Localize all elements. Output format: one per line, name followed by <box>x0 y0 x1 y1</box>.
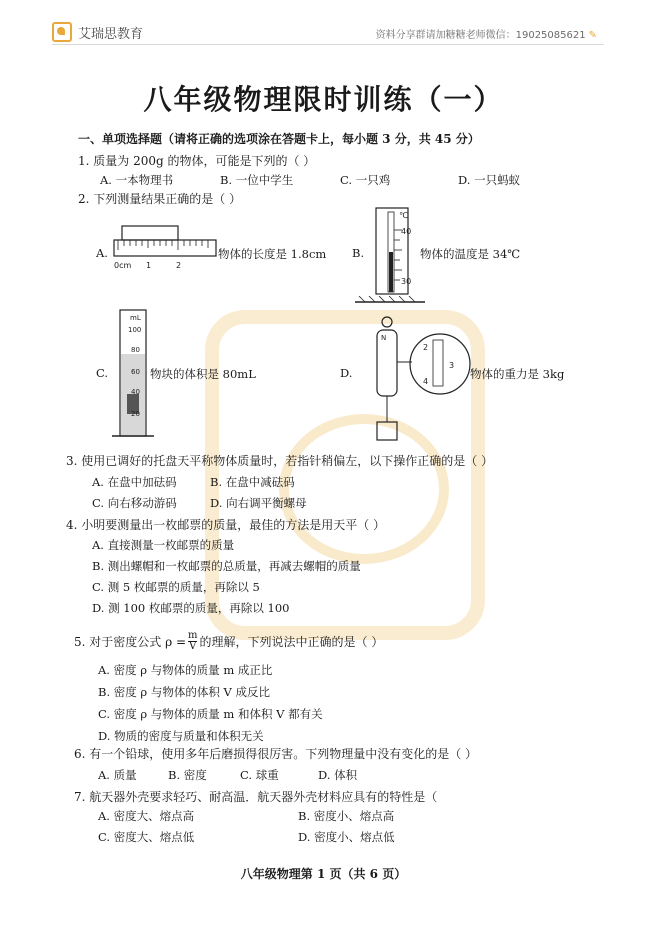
scale-unit: N <box>381 334 387 342</box>
cyl-tick-100: 100 <box>128 326 142 334</box>
q7-option-c: C. 密度大、熔点低 <box>98 830 195 844</box>
page-header <box>0 0 647 46</box>
q7-option-b: B. 密度小、熔点高 <box>298 809 395 823</box>
contact-text: 资料分享群请加糖糖老师微信：19025085621 <box>375 30 586 41</box>
ruler-tick-0: 0cm <box>114 261 132 270</box>
q2-d-text: 物体的重力是 3kg <box>470 367 565 381</box>
cyl-tick-40: 40 <box>131 388 140 396</box>
q4-option-a: A. 直接测量一枚邮票的质量 <box>92 538 235 552</box>
cyl-unit: mL <box>130 314 141 322</box>
q2-a-letter: A. <box>96 246 108 260</box>
q7-option-d: D. 密度小、熔点低 <box>298 830 395 844</box>
q6-option-a: A. 质量 <box>98 768 137 782</box>
q7-option-a: A. 密度大、熔点高 <box>98 809 195 823</box>
brand-logo-icon <box>52 22 72 42</box>
q5-stem-post: 的理解，下列说法中正确的是（ ） <box>199 635 384 649</box>
page-footer: 八年级物理第 1 页（共 6 页） <box>240 867 407 881</box>
q5-stem <box>74 631 383 652</box>
q2-b-letter: B. <box>352 246 365 260</box>
q6-stem: 6. 有一个铅球，使用多年后磨损得很厉害。下列物理量中没有变化的是（ ） <box>74 747 478 761</box>
q7-stem: 7. 航天器外壳要求轻巧、耐高温．航天器外壳材料应具有的特性是（ <box>74 790 438 804</box>
q2-b-text: 物体的温度是 34℃ <box>420 247 521 261</box>
q1-option-b: B. 一位中学生 <box>220 173 294 187</box>
header-divider <box>52 44 604 45</box>
q3-stem: 3. 使用已调好的托盘天平称物体质量时，若指针稍偏左，以下操作正确的是（ ） <box>66 454 494 468</box>
q6-option-b: B. 密度 <box>168 768 207 782</box>
q2-a-text: 物体的长度是 1.8cm <box>218 247 327 261</box>
q2-stem: 2. 下列测量结果正确的是（ ） <box>78 192 242 206</box>
ruler-tick-2: 2 <box>176 261 182 270</box>
cyl-tick-20: 20 <box>131 410 140 418</box>
q5-option-b: B. 密度 ρ 与物体的体积 V 成反比 <box>98 685 270 699</box>
q4-option-d: D. 测 100 枚邮票的质量，再除以 100 <box>92 601 290 615</box>
q1-stem: 1. 质量为 200g 的物体，可能是下列的（ ） <box>78 154 316 168</box>
brand <box>52 22 143 42</box>
q5-denominator: V <box>189 641 197 652</box>
q1-option-a: A. 一本物理书 <box>100 173 174 187</box>
page-title: 八年级物理限时训练（一） <box>143 83 504 116</box>
q6-option-c: C. 球重 <box>240 768 279 782</box>
brand-name: 艾瑞思教育 <box>78 26 144 42</box>
pencil-icon: ✎ <box>588 30 597 41</box>
cyl-tick-80: 80 <box>131 346 140 354</box>
q3-option-d: D. 向右调平衡螺母 <box>210 496 307 510</box>
q1-option-c: C. 一只鸡 <box>340 173 391 187</box>
scale-tick-2: 2 <box>423 343 429 352</box>
q5-option-a: A. 密度 ρ 与物体的质量 m 成正比 <box>98 663 273 677</box>
thermo-tick-30: 30 <box>401 277 412 286</box>
q4-option-b: B. 测出螺帽和一枚邮票的总质量，再减去螺帽的质量 <box>92 559 361 573</box>
section-heading: 一、单项选择题（请将正确的选项涂在答题卡上，每小题 3 分，共 45 分） <box>78 132 480 146</box>
q2-c-text: 物块的体积是 80mL <box>150 367 256 381</box>
scale-tick-4: 4 <box>423 377 429 386</box>
q3-option-b: B. 在盘中减砝码 <box>210 475 295 489</box>
q2-d-letter: D. <box>340 366 353 380</box>
spring-scale-figure <box>355 296 475 446</box>
q5-option-d: D. 物质的密度与质量和体积无关 <box>98 729 264 743</box>
thermo-unit: ℃ <box>399 211 408 220</box>
thermometer-figure <box>370 206 420 296</box>
q1-option-d: D. 一只蚂蚁 <box>458 173 521 187</box>
cyl-tick-60: 60 <box>131 368 140 376</box>
q5-option-c: C. 密度 ρ 与物体的质量 m 和体积 V 都有关 <box>98 707 323 721</box>
q5-stem-pre: 5. 对于密度公式 ρ = <box>74 635 187 649</box>
q5-fraction <box>188 631 197 652</box>
thermo-tick-40: 40 <box>401 227 412 236</box>
scale-tick-3: 3 <box>449 361 455 370</box>
ruler-tick-1: 1 <box>146 261 152 270</box>
q5-numerator: m <box>188 630 198 641</box>
q6-option-d: D. 体积 <box>318 768 358 782</box>
ruler-figure <box>110 224 220 274</box>
q3-option-a: A. 在盘中加砝码 <box>92 475 177 489</box>
contact-info <box>376 26 597 41</box>
q3-option-c: C. 向右移动游码 <box>92 496 177 510</box>
q2-c-letter: C. <box>96 366 109 380</box>
q4-stem: 4. 小明要测量出一枚邮票的质量，最佳的方法是用天平（ ） <box>66 518 386 532</box>
q4-option-c: C. 测 5 枚邮票的质量，再除以 5 <box>92 580 260 594</box>
